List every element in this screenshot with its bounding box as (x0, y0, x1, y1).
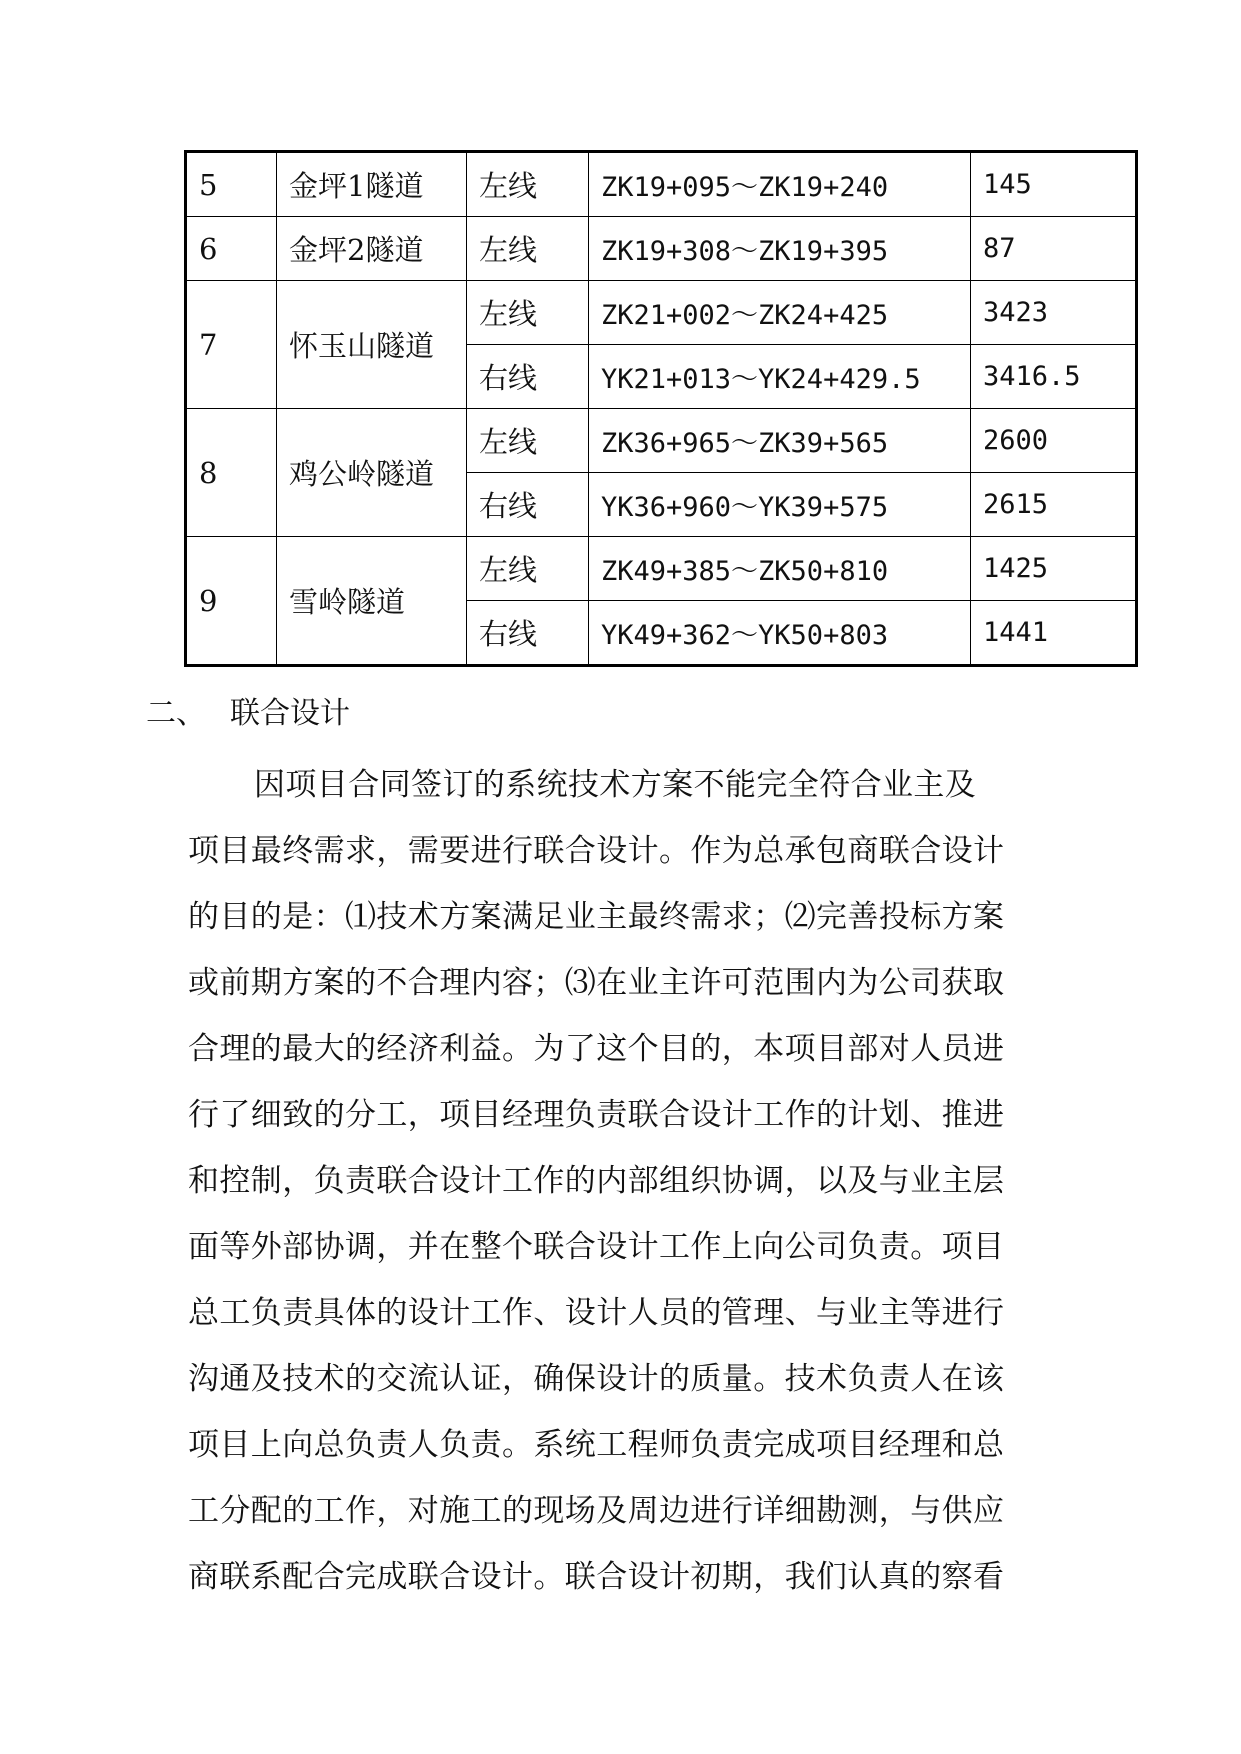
table-row (186, 217, 1137, 281)
tunnel-name-cell: 金坪2隧道 (277, 217, 467, 281)
paragraph-line: 的目的是：⑴技术方案满足业主最终需求；⑵完善投标方案 (188, 899, 1005, 935)
tunnel-table (184, 150, 1138, 667)
line-side-cell: 右线 (467, 345, 589, 409)
paragraph-line: 商联系配合完成联合设计。联合设计初期，我们认真的察看 (188, 1559, 1005, 1595)
paragraph-line: 项目最终需求，需要进行联合设计。作为总承包商联合设计 (188, 833, 1005, 869)
paragraph-line: 行了细致的分工，项目经理负责联合设计工作的计划、推进 (188, 1097, 1005, 1133)
body-paragraph (188, 752, 1048, 1610)
tunnel-name-cell: 雪岭隧道 (277, 537, 467, 666)
paragraph-line: 工分配的工作，对施工的现场及周边进行详细勘测，与供应 (188, 1493, 1005, 1529)
line-side-cell: 左线 (467, 217, 589, 281)
chainage-range-cell: ZK19+308～ZK19+395 (589, 217, 971, 281)
length-cell: 2600 (971, 409, 1137, 473)
line-side-cell: 左线 (467, 152, 589, 217)
paragraph-line: 项目上向总负责人负责。系统工程师负责完成项目经理和总 (188, 1427, 1005, 1463)
length-cell: 2615 (971, 473, 1137, 537)
chainage-range-cell: ZK49+385～ZK50+810 (589, 537, 971, 601)
tunnel-name-cell: 怀玉山隧道 (277, 281, 467, 409)
tunnel-name-cell: 金坪1隧道 (277, 152, 467, 217)
tunnel-name-cell: 鸡公岭隧道 (277, 409, 467, 537)
chainage-range-cell: ZK19+095～ZK19+240 (589, 152, 971, 217)
paragraph-line: 总工负责具体的设计工作、设计人员的管理、与业主等进行 (188, 1295, 1005, 1331)
section-number: 二、 (146, 696, 206, 731)
section-heading (146, 688, 350, 732)
row-number-cell: 9 (186, 537, 277, 666)
chainage-range-cell: ZK36+965～ZK39+565 (589, 409, 971, 473)
chainage-range-cell: YK36+960～YK39+575 (589, 473, 971, 537)
length-cell: 3423 (971, 281, 1137, 345)
length-cell: 1425 (971, 537, 1137, 601)
line-side-cell: 左线 (467, 409, 589, 473)
line-side-cell: 右线 (467, 473, 589, 537)
row-number-cell: 5 (186, 152, 277, 217)
line-side-cell: 左线 (467, 537, 589, 601)
paragraph-line: 因项目合同签订的系统技术方案不能完全符合业主及 (254, 767, 977, 803)
length-cell: 3416.5 (971, 345, 1137, 409)
table-row (186, 409, 1137, 473)
length-cell: 87 (971, 217, 1137, 281)
table-row (186, 152, 1137, 217)
paragraph-line: 合理的最大的经济利益。为了这个目的，本项目部对人员进 (188, 1031, 1005, 1067)
paragraph-line: 面等外部协调，并在整个联合设计工作上向公司负责。项目 (188, 1229, 1005, 1265)
row-number-cell: 6 (186, 217, 277, 281)
paragraph-line: 或前期方案的不合理内容；⑶在业主许可范围内为公司获取 (188, 965, 1005, 1001)
chainage-range-cell: ZK21+002～ZK24+425 (589, 281, 971, 345)
paragraph-line: 和控制，负责联合设计工作的内部组织协调，以及与业主层 (188, 1163, 1005, 1199)
section-title: 联合设计 (230, 696, 350, 731)
row-number-cell: 7 (186, 281, 277, 409)
length-cell: 1441 (971, 601, 1137, 666)
line-side-cell: 右线 (467, 601, 589, 666)
table-row (186, 537, 1137, 601)
row-number-cell: 8 (186, 409, 277, 537)
paragraph-line: 沟通及技术的交流认证，确保设计的质量。技术负责人在该 (188, 1361, 1005, 1397)
chainage-range-cell: YK49+362～YK50+803 (589, 601, 971, 666)
chainage-range-cell: YK21+013～YK24+429.5 (589, 345, 971, 409)
length-cell: 145 (971, 152, 1137, 217)
table-row (186, 281, 1137, 345)
line-side-cell: 左线 (467, 281, 589, 345)
